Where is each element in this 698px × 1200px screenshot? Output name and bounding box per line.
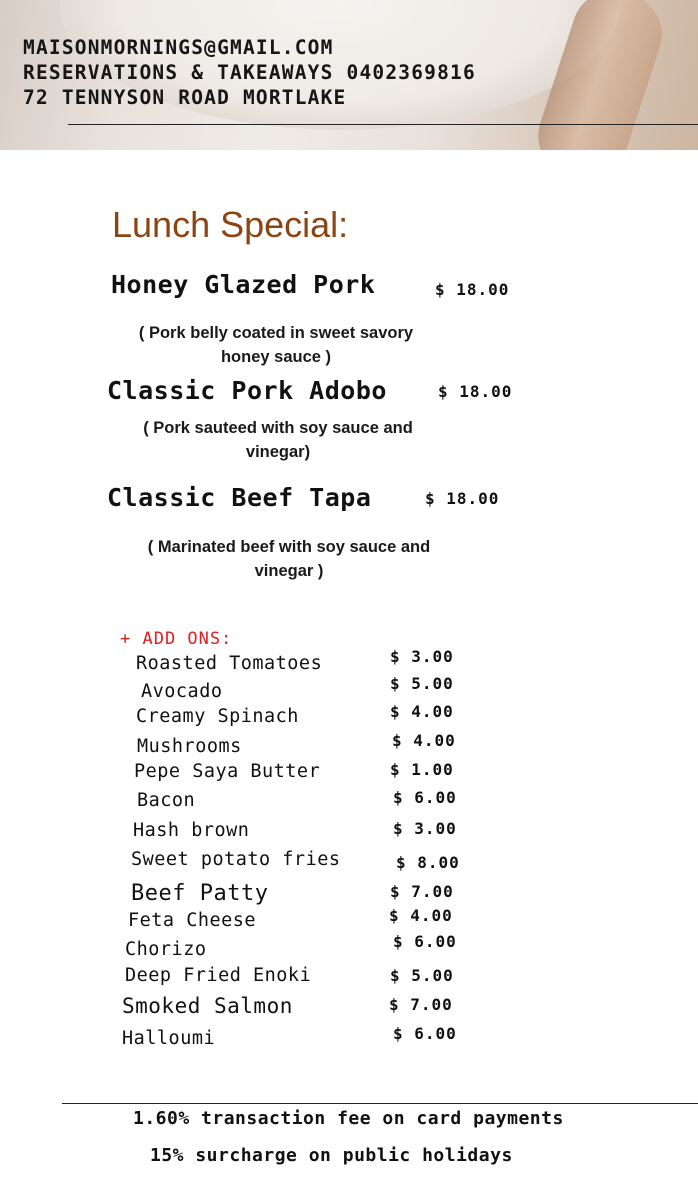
header-banner (0, 0, 698, 150)
dish-name: Classic Beef Tapa (107, 483, 372, 512)
dish-description: ( Pork belly coated in sweet savory honey sauce ) (138, 324, 414, 366)
add-on-name: Avocado (141, 681, 223, 702)
add-on-price: $ 7.00 (390, 882, 454, 901)
add-on-name: Halloumi (122, 1028, 216, 1049)
dish-description: ( Pork sauteed with soy sauce and vinegar) (143, 419, 413, 461)
add-on-price: $ 4.00 (389, 906, 453, 925)
phone-text: RESERVATIONS & TAKEAWAYS 0402369816 (23, 61, 476, 84)
add-on-price: $ 1.00 (390, 760, 454, 779)
add-on-name: Mushrooms (137, 736, 242, 757)
add-on-name: Pepe Saya Butter (134, 761, 321, 782)
add-on-name: Hash brown (133, 820, 250, 841)
dish-description: ( Marinated beef with soy sauce and vinegar ) (147, 538, 431, 580)
add-on-name: Chorizo (125, 939, 207, 960)
address-text: 72 TENNYSON ROAD MORTLAKE (23, 86, 347, 109)
add-on-price: $ 6.00 (393, 1024, 457, 1043)
add-on-price: $ 5.00 (390, 674, 454, 693)
email-text: MAISONMORNINGS@GMAIL.COM (23, 36, 334, 59)
add-on-name: Creamy Spinach (136, 706, 299, 727)
add-ons-label: + ADD ONS: (120, 629, 233, 649)
add-on-name: Bacon (137, 790, 196, 811)
dish-price: $ 18.00 (438, 382, 513, 401)
lunch-special-title: Lunch Special: (112, 204, 349, 245)
add-on-price: $ 6.00 (393, 932, 457, 951)
add-on-price: $ 3.00 (390, 647, 454, 666)
holiday-surcharge-note: 15% surcharge on public holidays (150, 1145, 513, 1166)
header-divider (68, 124, 698, 125)
card-fee-note: 1.60% transaction fee on card payments (133, 1108, 564, 1129)
dish-price: $ 18.00 (435, 280, 510, 299)
add-on-price: $ 3.00 (393, 819, 457, 838)
add-on-name: Deep Fried Enoki (125, 965, 312, 986)
add-on-price: $ 5.00 (390, 966, 454, 985)
add-on-price: $ 4.00 (392, 731, 456, 750)
add-on-name: Sweet potato fries (131, 849, 341, 870)
footer-divider (62, 1103, 698, 1104)
dish-name: Honey Glazed Pork (111, 270, 376, 299)
dish-price: $ 18.00 (425, 489, 500, 508)
add-on-name: Feta Cheese (128, 910, 257, 931)
add-on-price: $ 7.00 (389, 995, 453, 1014)
add-on-name: Beef Patty (131, 881, 269, 906)
add-on-name: Roasted Tomatoes (136, 653, 323, 674)
add-on-price: $ 6.00 (393, 788, 457, 807)
contact-info (23, 35, 476, 110)
dish-name: Classic Pork Adobo (107, 376, 387, 405)
add-on-price: $ 8.00 (396, 853, 460, 872)
add-on-name: Smoked Salmon (122, 994, 293, 1018)
add-on-price: $ 4.00 (390, 702, 454, 721)
